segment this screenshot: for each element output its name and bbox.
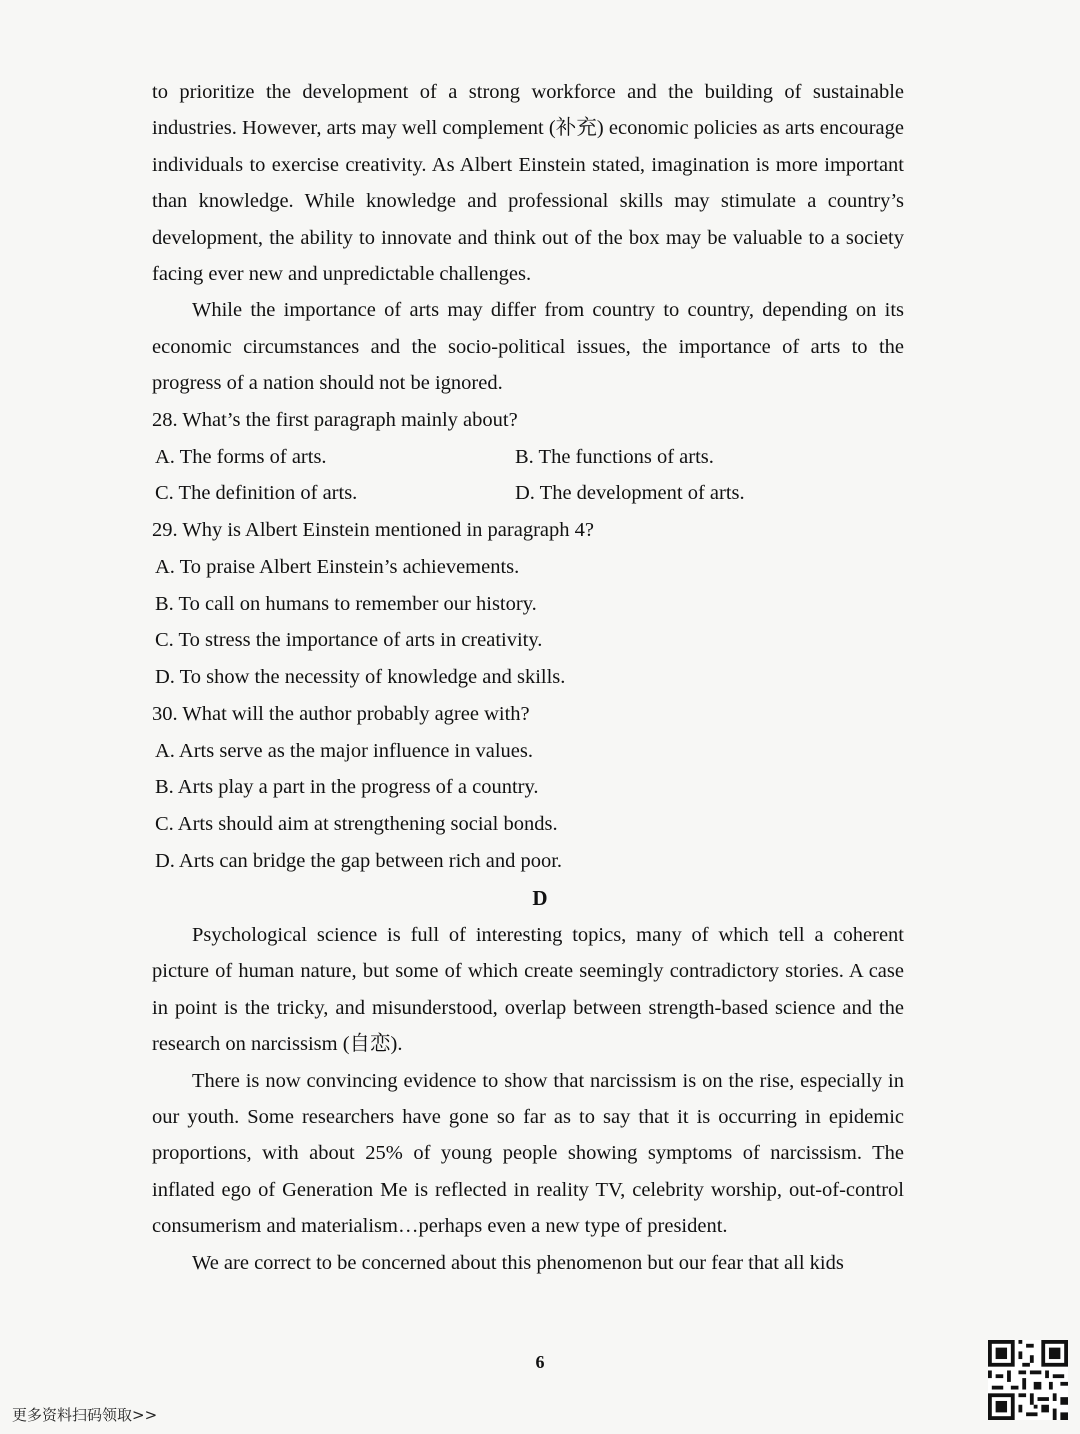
question-28-option-b[interactable]: B. The functions of arts. [515,446,714,468]
passage-d [152,917,904,1281]
question-29-option-d[interactable]: D. To show the necessity of knowledge and skills. [155,666,566,688]
question-29-option-b[interactable]: B. To call on humans to remember our history. [155,593,537,615]
question-28-stem: 28. What’s the first paragraph mainly about? [152,409,518,431]
passage-d-paragraph-1: Psychological science is full of interesting topics, many of which tell a coherent picture of human nature, but some of which create seemingly contradictory stories. A case in point is the tricky, and misunderstood, overlap between strength-based science and the research on narcissism (自恋). [152,924,904,1056]
footer-scan-note: 更多资料扫码领取>> [12,1406,158,1424]
question-28-options-row-2 [155,475,915,511]
qr-code-icon[interactable] [988,1340,1068,1420]
question-28-option-c[interactable]: C. The definition of arts. [155,482,358,504]
question-30-stem: 30. What will the author probably agree with? [152,703,530,725]
question-28-options-row-1 [155,439,915,475]
question-30-option-c[interactable]: C. Arts should aim at strengthening social bonds. [155,813,558,835]
question-29-option-c[interactable]: C. To stress the importance of arts in creativity. [155,629,543,651]
passage-d-paragraph-3: We are correct to be concerned about this phenomenon but our fear that all kids [192,1251,844,1274]
passage-c-paragraph-1: to prioritize the development of a strong workforce and the building of sustainable industries. However, arts may well complement (补充) economic policies as arts encourage individuals to exercise creativity. As Albert Einstein stated, imagination is more important than knowledge. While knowledge and professional skills may stimulate a country’s development, the ability to innovate and think out of the box may be valuable to a society facing ever new and unpredictable challenges. [152,81,904,286]
question-28-option-a[interactable]: A. The forms of arts. [155,446,327,468]
question-29-option-a[interactable]: A. To praise Albert Einstein’s achievements. [155,556,520,578]
section-d-title: D [532,886,548,910]
question-28-option-d[interactable]: D. The development of arts. [515,482,745,504]
passage-d-paragraph-2: There is now convincing evidence to show that narcissism is on the rise, especially in our youth. Some researchers have gone so far as to say that it is occurring in epidemic proportions, with about 25% of young people showing symptoms of narcissism. The inflated ego of Generation Me is reflected in reality TV, celebrity worship, out-of-control consumerism and materialism…perhaps even a new type of president. [152,1069,904,1238]
question-30-option-b[interactable]: B. Arts play a part in the progress of a country. [155,776,539,798]
passage-c-paragraph-2: While the importance of arts may differ from country to country, depending on its economic circumstances and the socio-political issues, the importance of arts to the progress of a nation should not be ignored. [152,299,904,395]
passage-c-continued [152,74,904,402]
question-30-option-a[interactable]: A. Arts serve as the major influence in values. [155,740,533,762]
question-29-stem: 29. Why is Albert Einstein mentioned in paragraph 4? [152,519,594,541]
question-30-option-d[interactable]: D. Arts can bridge the gap between rich and poor. [155,850,563,872]
page-number: 6 [535,1352,545,1372]
